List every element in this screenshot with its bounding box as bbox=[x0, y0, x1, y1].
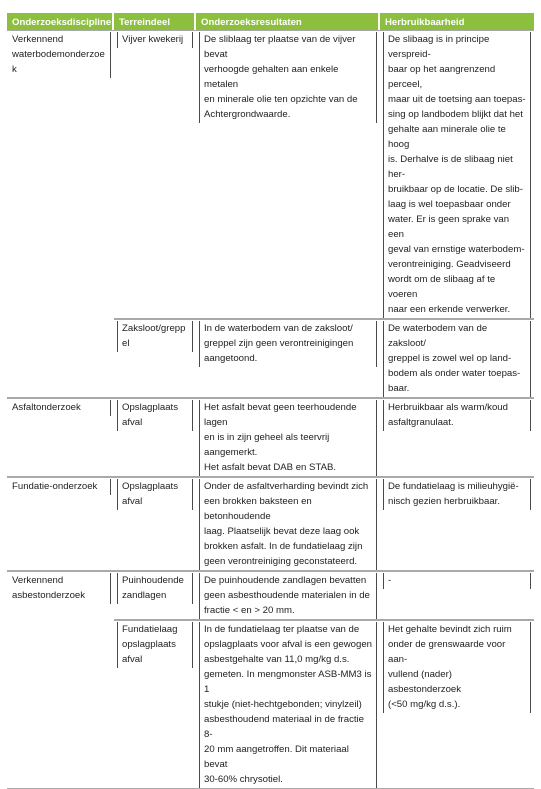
resultaten-cell: De sliblaag ter plaatse van de vijver bevat verhoogde gehalten aan enkele metalen en minerale olie ten opzichte van de Achtergrondwaarde. bbox=[199, 32, 377, 123]
herbruikbaarheid-cell: Herbruikbaar als warm/koud asfaltgranulaat. bbox=[383, 400, 531, 431]
table-row bbox=[7, 477, 534, 571]
resultaten-cell: Het asfalt bevat geen teerhoudende lagen en is in zijn geheel als teervrij aangemerkt. Het asfalt bevat DAB en STAB. bbox=[199, 400, 377, 476]
terreindeel-cell: Puinhoudende zandlagen bbox=[117, 573, 193, 604]
terreindeel-cell: Fundatielaag opslagplaats afval bbox=[117, 622, 193, 668]
research-results-table bbox=[7, 13, 534, 789]
header-terreindeel: Terreindeel bbox=[114, 13, 196, 30]
table-row bbox=[7, 398, 534, 477]
table-row bbox=[7, 30, 534, 319]
discipline-cell: Verkennend asbestonderzoek bbox=[10, 573, 111, 604]
herbruikbaarheid-cell: - bbox=[383, 573, 531, 589]
discipline-cell: Verkennend waterbodemonderzoek bbox=[10, 32, 111, 78]
terreindeel-cell: Opslagplaats afval bbox=[117, 479, 193, 510]
table-row bbox=[7, 571, 534, 620]
header-onderzoeksdiscipline: Onderzoeksdiscipline bbox=[7, 13, 114, 30]
terreindeel-cell: Opslagplaats afval bbox=[117, 400, 193, 431]
terreindeel-cell: Zaksloot/greppel bbox=[117, 321, 193, 352]
terreindeel-cell: Vijver kwekerij bbox=[117, 32, 193, 48]
table-header bbox=[7, 13, 534, 30]
resultaten-cell: In de fundatielaag ter plaatse van de opslagplaats voor afval is een gewogen asbestgehalte van 11,0 mg/kg d.s. gemeten. In mengmonster ASB-MM3 is 1 stukje (niet-hechtgebonden; vinylzeil) asbesthoudend materiaal in de fractie 8- 20 mm aangetroffen. Dit materiaal bevat 30-60% chrysotiel. bbox=[199, 622, 377, 788]
herbruikbaarheid-cell: De slibaag is in principe verspreid- baar op het aangrenzend perceel, maar uit de toetsing aan toepas- sing op landbodem blijkt dat het gehalte aan minerale olie te hoog is. Derhalve is de slibaag niet her- bruikbaar op de locatie. De slib- laag is wel toepasbaar onder water. Er is geen sprake van een geval van ernstige waterbodem- verontreiniging. Geadviseerd wordt om de slibaag af te voeren naar een erkende verwerker. bbox=[383, 32, 531, 318]
herbruikbaarheid-cell: De fundatielaag is milieuhygië- nisch gezien herbruikbaar. bbox=[383, 479, 531, 510]
resultaten-cell: Onder de asfaltverharding bevindt zich een brokken baksteen en betonhoudende laag. Plaatselijk bevat deze laag ook brokken asfalt. In de fundatielaag zijn geen verontreiniging geconstateerd. bbox=[199, 479, 377, 570]
herbruikbaarheid-cell: De waterbodem van de zaksloot/ greppel is zowel wel op land- bodem als onder water toepas- baar. bbox=[383, 321, 531, 397]
resultaten-cell: De puinhoudende zandlagen bevatten geen asbesthoudende materialen in de fractie < en > 20 mm. bbox=[199, 573, 377, 619]
header-onderzoeksresultaten: Onderzoeksresultaten bbox=[196, 13, 380, 30]
header-row bbox=[7, 13, 534, 30]
resultaten-cell: In de waterbodem van de zaksloot/ greppel zijn geen verontreinigingen aangetoond. bbox=[199, 321, 377, 367]
table-body bbox=[7, 30, 534, 789]
discipline-cell: Fundatie-onderzoek bbox=[10, 479, 111, 495]
discipline-cell: Asfaltonderzoek bbox=[10, 400, 111, 416]
header-herbruikbaarheid: Herbruikbaarheid bbox=[380, 13, 534, 30]
herbruikbaarheid-cell: Het gehalte bevindt zich ruim onder de grenswaarde voor aan- vullend (nader) asbestonderzoek (<50 mg/kg d.s.). bbox=[383, 622, 531, 713]
